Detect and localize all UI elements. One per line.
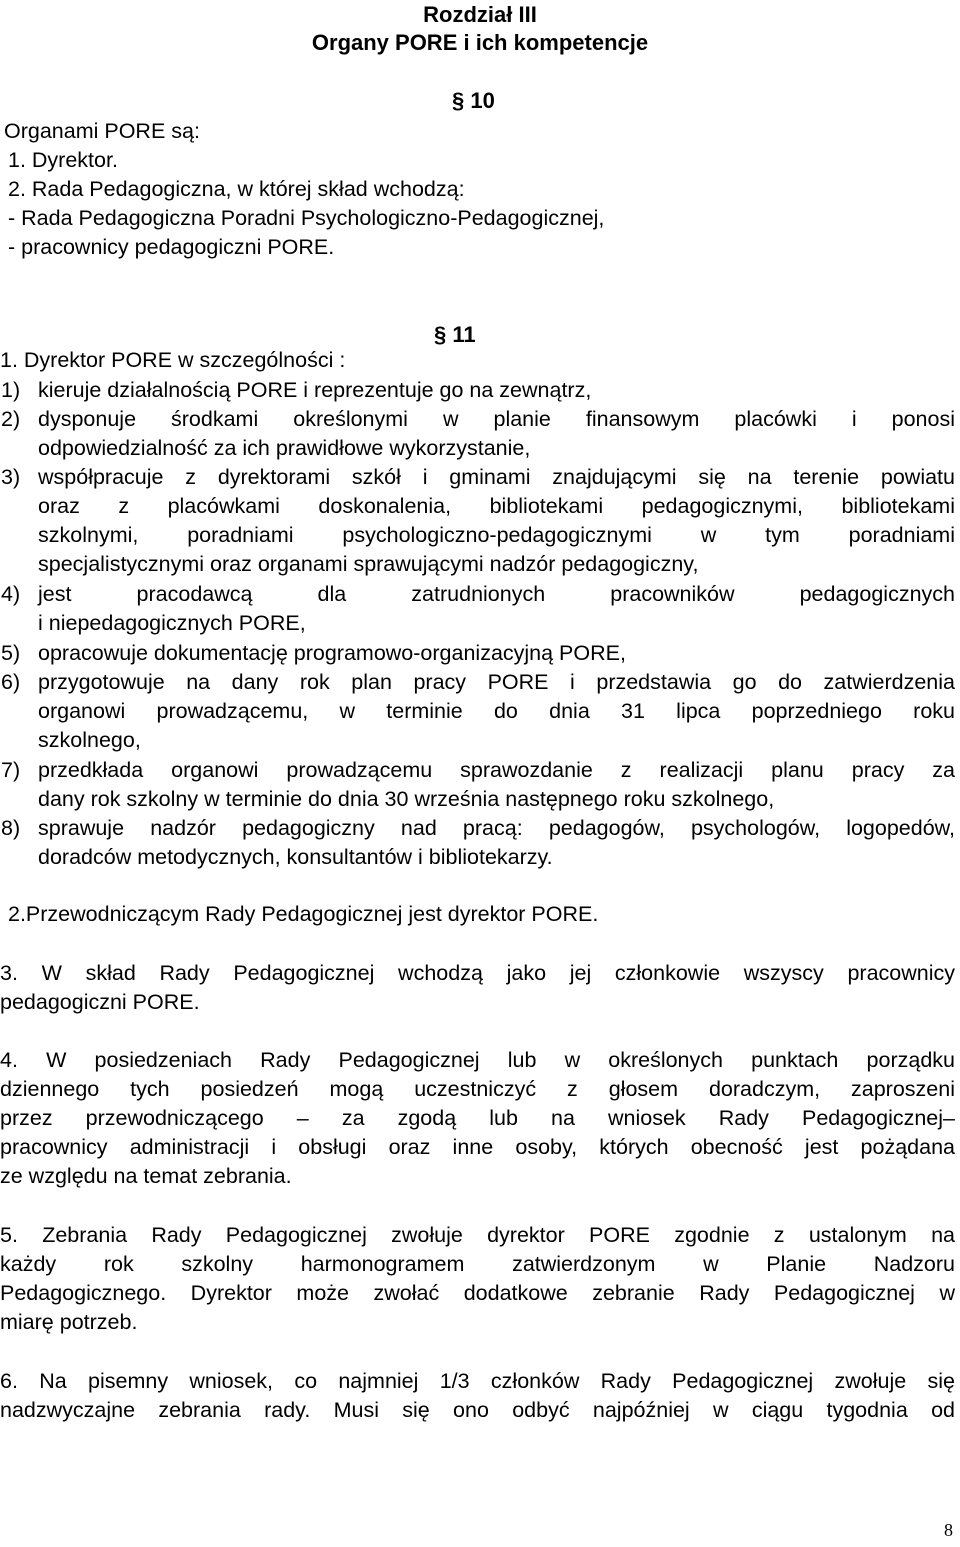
paragraph-5-line: miarę potrzeb. bbox=[0, 1310, 138, 1334]
director-intro: 1. Dyrektor PORE w szczególności : bbox=[0, 348, 346, 372]
paragraph-5-line: każdy rok szkolny harmonogramem zatwierdzonym w Planie Nadzoru bbox=[0, 1252, 955, 1276]
list-item-cont: i niepedagogicznych PORE, bbox=[38, 611, 306, 635]
page-number: 8 bbox=[944, 1520, 953, 1540]
paragraph-3-line: 3. W skład Rady Pedagogicznej wchodzą jako jej członkowie wszyscy pracownicy bbox=[0, 961, 955, 985]
list-item-cont: oraz z placówkami doskonalenia, bibliotekami pedagogicznymi, bibliotekami bbox=[38, 494, 955, 518]
list-number: 5) bbox=[1, 641, 21, 665]
list-item-cont: odpowiedzialność za ich prawidłowe wykorzystanie, bbox=[38, 436, 531, 460]
paragraph-4-line: ze względu na temat zebrania. bbox=[0, 1164, 292, 1188]
list-number: 7) bbox=[1, 758, 21, 782]
paragraph-4-line: dziennego tych posiedzeń mogą uczestniczyć z głosem doradczym, zaproszeni bbox=[0, 1077, 955, 1101]
paragraph-6-line: nadzwyczajne zebrania rady. Musi się ono odbyć najpóźniej w ciągu tygodnia od bbox=[0, 1398, 955, 1422]
organ-subitem: - Rada Pedagogiczna Poradni Psychologiczno-Pedagogicznej, bbox=[8, 206, 605, 230]
paragraph-2: 2.Przewodniczącym Rady Pedagogicznej jest dyrektor PORE. bbox=[8, 902, 599, 926]
list-item-cont: szkolnego, bbox=[38, 728, 141, 752]
list-number: 6) bbox=[1, 670, 21, 694]
paragraph-4-line: przez przewodniczącego – za zgodą lub na wniosek Rady Pedagogicznej– bbox=[0, 1106, 955, 1130]
section-10-mark: § 10 bbox=[452, 88, 495, 113]
list-item: jest pracodawcą dla zatrudnionych pracowników pedagogicznych bbox=[38, 582, 955, 606]
list-number: 2) bbox=[1, 407, 21, 431]
organ-item: 1. Dyrektor. bbox=[8, 148, 118, 172]
list-item-cont: dany rok szkolny w terminie do dnia 30 września następnego roku szkolnego, bbox=[38, 787, 775, 811]
paragraph-4-line: pracownicy administracji i obsługi oraz inne osoby, których obecność jest pożądana bbox=[0, 1135, 955, 1159]
organ-subitem: - pracownicy pedagogiczni PORE. bbox=[8, 235, 335, 259]
paragraph-5-line: Pedagogicznego. Dyrektor może zwołać dodatkowe zebranie Rady Pedagogicznej w bbox=[0, 1281, 955, 1305]
paragraph-6-line: 6. Na pisemny wniosek, co najmniej 1/3 członków Rady Pedagogicznej zwołuje się bbox=[0, 1369, 955, 1393]
list-item: dysponuje środkami określonymi w planie finansowym placówki i ponosi bbox=[38, 407, 955, 431]
list-number: 8) bbox=[1, 816, 21, 840]
list-item: opracowuje dokumentację programowo-organizacyjną PORE, bbox=[38, 641, 626, 665]
list-item: kieruje działalnością PORE i reprezentuje go na zewnątrz, bbox=[38, 378, 592, 402]
list-item: przygotowuje na dany rok plan pracy PORE i przedstawia go do zatwierdzenia bbox=[38, 670, 955, 694]
list-number: 1) bbox=[1, 378, 21, 402]
list-item: współpracuje z dyrektorami szkół i gminami znajdującymi się na terenie powiatu bbox=[38, 465, 955, 489]
chapter-title: Organy PORE i ich kompetencje bbox=[311, 30, 649, 55]
list-item-cont: organowi prowadzącemu, w terminie do dnia 31 lipca poprzedniego roku bbox=[38, 699, 955, 723]
list-item-cont: doradców metodycznych, konsultantów i bibliotekarzy. bbox=[38, 845, 553, 869]
chapter-heading: Rozdział III bbox=[423, 2, 537, 27]
list-item-cont: szkolnymi, poradniami psychologiczno-pedagogicznymi w tym poradniami bbox=[38, 523, 955, 547]
paragraph-4-line: 4. W posiedzeniach Rady Pedagogicznej lub w określonych punktach porządku bbox=[0, 1048, 955, 1072]
list-item: przedkłada organowi prowadzącemu sprawozdanie z realizacji planu pracy za bbox=[38, 758, 955, 782]
paragraph-5-line: 5. Zebrania Rady Pedagogicznej zwołuje dyrektor PORE zgodnie z ustalonym na bbox=[0, 1223, 955, 1247]
list-number: 3) bbox=[1, 465, 21, 489]
list-item: sprawuje nadzór pedagogiczny nad pracą: pedagogów, psychologów, logopedów, bbox=[38, 816, 955, 840]
list-number: 4) bbox=[1, 582, 21, 606]
organ-item: 2. Rada Pedagogiczna, w której skład wchodzą: bbox=[8, 177, 465, 201]
list-item-cont: specjalistycznymi oraz organami sprawującymi nadzór pedagogiczny, bbox=[38, 552, 699, 576]
section-11-mark: § 11 bbox=[434, 322, 476, 347]
paragraph-3-line: pedagogiczni PORE. bbox=[0, 990, 200, 1014]
organs-intro: Organami PORE są: bbox=[4, 119, 200, 143]
